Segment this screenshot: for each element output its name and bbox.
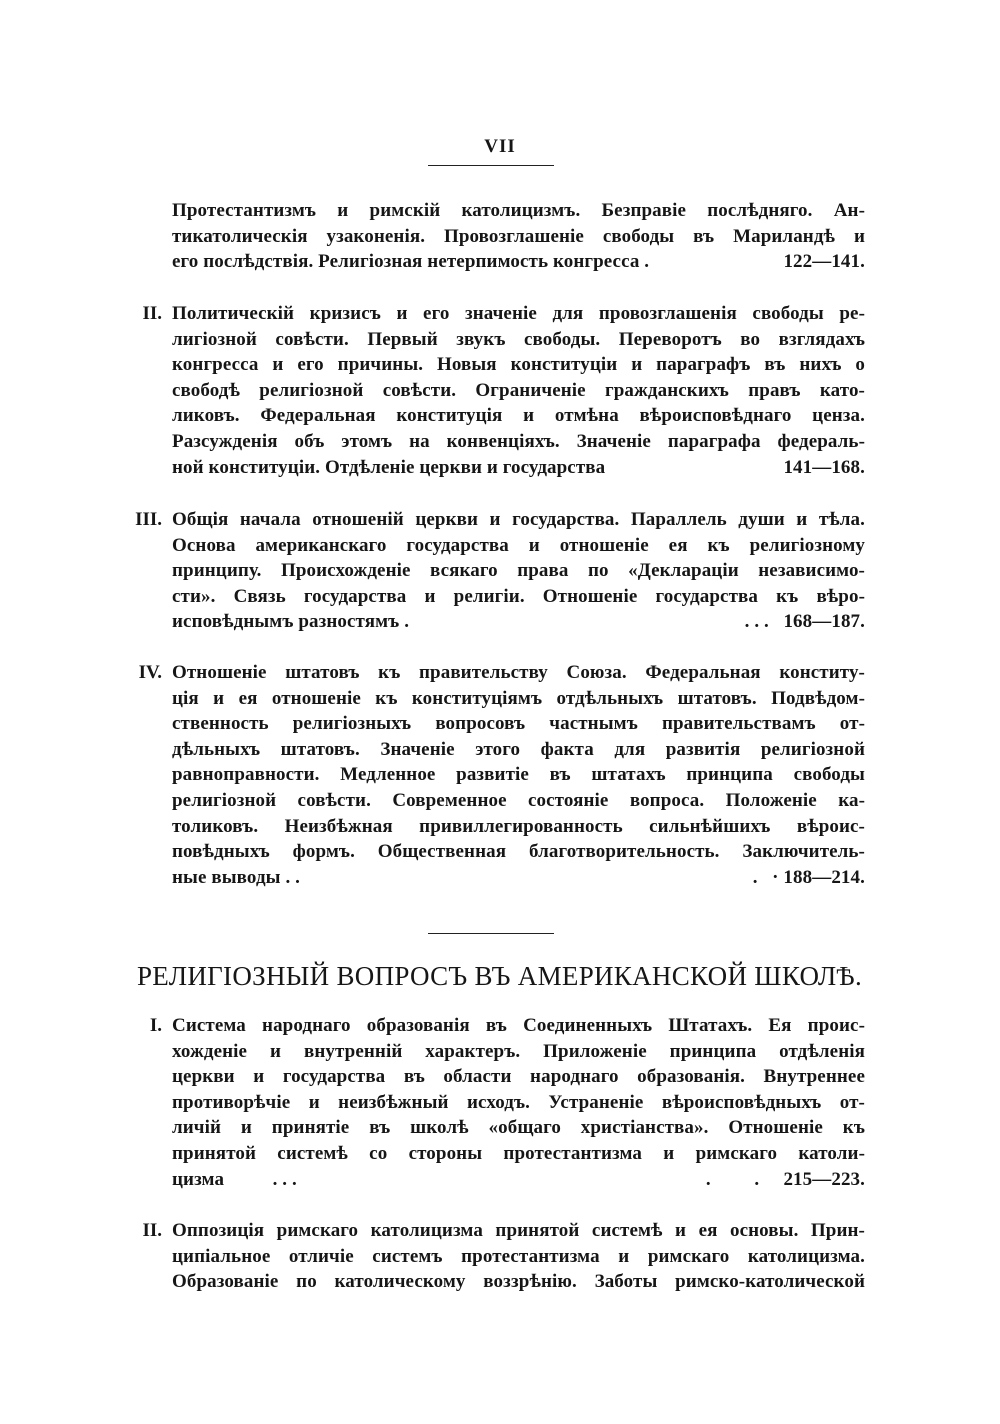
entry-last-line [172, 1167, 865, 1193]
section-numeral: III. [135, 509, 162, 530]
entry-last-line [172, 249, 865, 275]
entry-line: лигіозной совѣсти. Первый звукъ свободы. Переворотъ во взглядахъ [172, 328, 865, 350]
entry-line: ципіальное отличіе системъ протестантизма и римскаго католицизма. [172, 1245, 865, 1267]
entry-line: принципу. Происхожденіе всякаго права по «Деклараціи независимо- [172, 560, 865, 582]
page-range: . . 215—223. [705, 1168, 865, 1190]
entry-line: Основа американскаго государства и отношеніе ея къ религіозному [172, 534, 865, 556]
entry-line: ція и ея отношеніе къ конституціямъ отдѣльныхъ штатовъ. Подвѣдом- [172, 687, 865, 709]
entry-line: повѣдныхъ формъ. Общественная благотворительность. Заключитель- [172, 841, 865, 863]
entry-line-text: цизма . . . [172, 1168, 297, 1190]
entry-line: Отношеніе штатовъ къ правительству Союза. Федеральная конститу- [172, 662, 865, 683]
entry-line-text: исповѣднымъ разностямъ . [172, 611, 410, 633]
entry-line: религіозной совѣсти. Современное состояніе вопроса. Положеніе ка- [172, 789, 865, 811]
entry-line: свободѣ религіозной совѣсти. Ограниченіе гражданскихъ правъ като- [172, 379, 865, 401]
section-numeral: I. [149, 1015, 162, 1036]
entry-line: хожденіе и внутренній характеръ. Приложеніе принципа отдѣленія [172, 1040, 865, 1062]
entry-line: Разсужденія объ этомъ на конвенціяхъ. Значеніе параграфа федераль- [172, 430, 865, 452]
entry-line: ликовъ. Федеральная конституція и отмѣна вѣроисповѣднаго ценза. [172, 405, 865, 427]
page-range: . . . 168—187. [744, 611, 865, 633]
toc-entry-iv [172, 660, 865, 890]
page-number: VII [484, 136, 516, 157]
toc-entry-iii [172, 507, 865, 635]
header-rule [428, 165, 554, 166]
section-numeral: II. [142, 1220, 162, 1241]
entry-line: тикатолическія узаконенія. Провозглашеніе свободы въ Мариландѣ и [172, 225, 865, 247]
page-range: 122—141. [783, 251, 865, 273]
section-divider [428, 933, 554, 934]
entry-line: Образованіе по католическому воззрѣнію. Заботы римско-католической [172, 1271, 865, 1293]
section-numeral: II. [142, 303, 162, 324]
entry-line: принятой системѣ со стороны протестантизма и римскаго католи- [172, 1142, 865, 1164]
entry-line: Оппозиція римскаго католицизма принятой системѣ и ея основы. Прин- [172, 1220, 865, 1241]
entry-line: личій и принятіе въ школѣ «общаго христіанства». Отношеніе къ [172, 1117, 865, 1139]
entry-line: церкви и государства въ области народнаго образованія. Внутреннее [172, 1066, 865, 1088]
entry-line: Общія начала отношеній церкви и государства. Параллель души и тѣла. [172, 509, 865, 530]
entry-line: Система народнаго образованія въ Соединенныхъ Штатахъ. Ея проис- [172, 1015, 865, 1036]
entry-line: конгресса и его причины. Новыя конституціи и параграфъ въ нихъ о [172, 354, 865, 376]
entry-line: Протестантизмъ и римскій католицизмъ. Безправіе послѣдняго. Ан- [172, 200, 865, 221]
entry-line-text: ные выводы . . [172, 866, 300, 888]
entry-line: противорѣчіе и неизбѣжный исходъ. Устраненіе вѣроисповѣдныхъ от- [172, 1091, 865, 1113]
toc-entry-school-ii [172, 1218, 865, 1295]
toc-entry-intro [172, 198, 865, 275]
entry-line-text: его послѣдствія. Религіозная нетерпимость конгресса . [172, 251, 650, 273]
part-heading: РЕЛИГІОЗНЫЙ ВОПРОСЪ ВЪ АМЕРИКАНСКОЙ ШКОЛѢ. [136, 961, 863, 991]
page-range: 141—168. [783, 456, 865, 478]
entry-line: равноправности. Медленное развитіе въ штатахъ принципа свободы [172, 764, 865, 786]
page-range: . · 188—214. [752, 866, 865, 888]
section-numeral: IV. [138, 662, 162, 683]
entry-line: дѣльныхъ штатовъ. Значеніе этого факта для развитія религіозной [172, 738, 865, 760]
entry-last-line [172, 865, 865, 891]
page-header [0, 136, 1000, 158]
entry-line: толиковъ. Неизбѣжная привиллегированность сильнѣйшихъ вѣроис- [172, 815, 865, 837]
entry-line: ственность религіозныхъ вопросовъ частнымъ правительствамъ от- [172, 713, 865, 735]
entry-line: Политическій кризисъ и его значеніе для провозглашенія свободы ре- [172, 303, 865, 324]
toc-entry-school-i [172, 1013, 865, 1192]
toc-entry-ii [172, 301, 865, 480]
entry-line: сти». Связь государства и религіи. Отношеніе государства къ вѣро- [172, 585, 865, 607]
entry-last-line [172, 455, 865, 481]
entry-line-text: ной конституціи. Отдѣленіе церкви и государства [172, 456, 606, 478]
entry-last-line [172, 609, 865, 635]
